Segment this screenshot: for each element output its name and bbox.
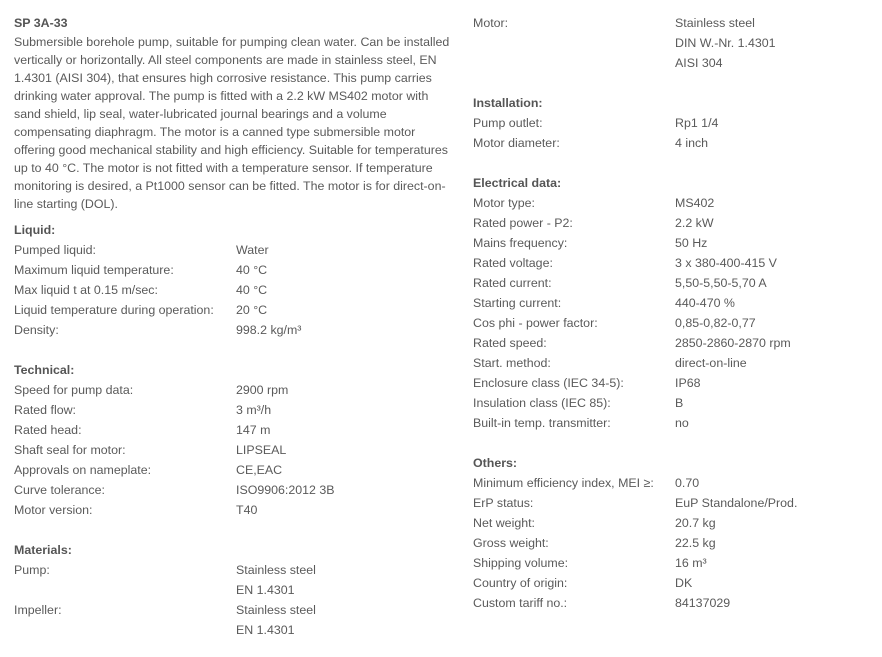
spec-label: Rated flow: (14, 403, 76, 417)
technical-heading: Technical: (14, 363, 75, 377)
spec-label: Liquid temperature during operation: (14, 303, 214, 317)
liquid-heading: Liquid: (14, 223, 56, 237)
liquid-section (14, 220, 454, 340)
spec-row (473, 333, 873, 353)
spec-row-motor-material (473, 13, 873, 73)
spec-label: Motor type: (473, 196, 535, 210)
spec-label: Density: (14, 323, 59, 337)
spec-row (473, 233, 873, 253)
spec-value: 2850-2860-2870 rpm (675, 336, 791, 350)
spec-value: 22.5 kg (675, 536, 716, 550)
spec-value: Water (236, 243, 269, 257)
spec-value: B (675, 396, 684, 410)
spec-value: 20 °C (236, 303, 268, 317)
spec-label: Minimum efficiency index, MEI ≥: (473, 476, 654, 490)
spec-row (14, 400, 454, 420)
spec-label: Rated current: (473, 276, 552, 290)
right-column (473, 13, 873, 613)
spec-row (473, 553, 873, 573)
spec-row (14, 440, 454, 460)
spec-value: T40 (236, 503, 258, 517)
spec-label: Enclosure class (IEC 34-5): (473, 376, 624, 390)
spec-label: Net weight: (473, 516, 535, 530)
spec-row (473, 493, 873, 513)
spec-label: Country of origin: (473, 576, 568, 590)
materials-section (14, 540, 454, 640)
spec-label: ErP status: (473, 496, 534, 510)
spec-label: Pump: (14, 563, 50, 577)
spec-value: EN 1.4301 (236, 583, 295, 597)
spec-row (14, 420, 454, 440)
installation-section (473, 93, 873, 153)
spec-value-group (236, 600, 316, 640)
spec-label: Motor: (473, 16, 509, 30)
spec-row (473, 393, 873, 413)
spec-row-impeller-material (14, 600, 454, 640)
spec-row (14, 480, 454, 500)
spec-row (473, 193, 873, 213)
spec-label: Cos phi - power factor: (473, 316, 598, 330)
spec-label: Rated power - P2: (473, 216, 573, 230)
spec-value: EuP Standalone/Prod. (675, 496, 798, 510)
spec-row (473, 133, 873, 153)
spec-label: Impeller: (14, 603, 62, 617)
spec-value: 4 inch (675, 136, 709, 150)
spec-label: Rated voltage: (473, 256, 553, 270)
spec-row (473, 413, 873, 433)
spec-label: Shipping volume: (473, 556, 569, 570)
others-section (473, 453, 873, 613)
spec-row (473, 313, 873, 333)
spec-value: 998.2 kg/m³ (236, 323, 302, 337)
others-heading: Others: (473, 456, 518, 470)
spec-value: DK (675, 576, 693, 590)
product-title: SP 3A-33 (14, 16, 68, 30)
spec-value: Stainless steel (236, 603, 316, 617)
spec-value: direct-on-line (675, 356, 747, 370)
spec-row (14, 300, 454, 320)
spec-value: 16 m³ (675, 556, 707, 570)
spec-value: 3 m³/h (236, 403, 272, 417)
spec-label: Pumped liquid: (14, 243, 96, 257)
spec-value-group (236, 560, 316, 600)
spec-value: IP68 (675, 376, 701, 390)
spec-row (473, 273, 873, 293)
materials-heading: Materials: (14, 543, 72, 557)
spec-value: CE,EAC (236, 463, 283, 477)
spec-label: Insulation class (IEC 85): (473, 396, 611, 410)
spec-value: 2900 rpm (236, 383, 289, 397)
spec-label: Rated head: (14, 423, 82, 437)
spec-row (14, 240, 454, 260)
spec-value: 40 °C (236, 283, 268, 297)
spec-row (473, 213, 873, 233)
spec-row (473, 573, 873, 593)
spec-value: 0,85-0,82-0,77 (675, 316, 756, 330)
spec-label: Pump outlet: (473, 116, 543, 130)
spec-row (473, 253, 873, 273)
spec-label: Gross weight: (473, 536, 549, 550)
spec-value: 84137029 (675, 596, 731, 610)
spec-label: Custom tariff no.: (473, 596, 568, 610)
spec-value: EN 1.4301 (236, 623, 295, 637)
spec-value: 147 m (236, 423, 271, 437)
spec-value: no (675, 416, 689, 430)
spec-value: 20.7 kg (675, 516, 716, 530)
spec-row (14, 460, 454, 480)
spec-value: 50 Hz (675, 236, 708, 250)
spec-value: Stainless steel (675, 16, 755, 30)
spec-value: LIPSEAL (236, 443, 287, 457)
spec-row-pump-material (14, 560, 454, 600)
spec-row (473, 513, 873, 533)
spec-value: DIN W.-Nr. 1.4301 (675, 36, 776, 50)
spec-value: 40 °C (236, 263, 268, 277)
left-column (14, 13, 454, 640)
spec-label: Starting current: (473, 296, 562, 310)
spec-label: Motor version: (14, 503, 93, 517)
spec-row (14, 500, 454, 520)
spec-row (14, 260, 454, 280)
spec-row (14, 320, 454, 340)
spec-label: Shaft seal for motor: (14, 443, 126, 457)
spec-value-group (675, 13, 776, 73)
spec-row (14, 380, 454, 400)
product-description: Submersible borehole pump, suitable for pumping clean water. Can be installed vertically or horizontally. All steel components are made in stainless steel, EN 1.4301 (AISI 304), that ensures high corrosive resistance. This pump carries drinking water approval. The pump is fitted with a 2.2 kW MS402 motor with sand shield, lip seal, water-lubricated journal bearings and a volume compensating diaphragm. The motor is a canned type submersible motor offering good mechanical stability and high efficiency. Suitable for temperatures up to 40 °C. The motor is not fitted with a temperature sensor. If temperature monitoring is desired, a Pt1000 sensor can be fitted. The motor is for direct-on-line starting (DOL). (14, 35, 450, 211)
spec-value: AISI 304 (675, 56, 723, 70)
spec-value: Stainless steel (236, 563, 316, 577)
spec-label: Motor diameter: (473, 136, 560, 150)
spec-label: Approvals on nameplate: (14, 463, 152, 477)
installation-heading: Installation: (473, 96, 543, 110)
electrical-section (473, 173, 873, 433)
spec-value: ISO9906:2012 3B (236, 483, 335, 497)
spec-label: Max liquid t at 0.15 m/sec: (14, 283, 158, 297)
spec-row (473, 533, 873, 553)
spec-label: Rated speed: (473, 336, 547, 350)
spec-value: MS402 (675, 196, 715, 210)
spec-value: Rp1 1/4 (675, 116, 719, 130)
spec-row (473, 473, 873, 493)
spec-label: Speed for pump data: (14, 383, 134, 397)
spec-value: 2.2 kW (675, 216, 714, 230)
spec-row (473, 373, 873, 393)
electrical-heading: Electrical data: (473, 176, 562, 190)
spec-row (473, 593, 873, 613)
spec-row (473, 293, 873, 313)
spec-label: Start. method: (473, 356, 551, 370)
technical-section (14, 360, 454, 520)
spec-value: 0.70 (675, 476, 700, 490)
spec-label: Curve tolerance: (14, 483, 105, 497)
spec-value: 3 x 380-400-415 V (675, 256, 777, 270)
spec-value: 440-470 % (675, 296, 735, 310)
spec-label: Built-in temp. transmitter: (473, 416, 611, 430)
spec-row (473, 353, 873, 373)
spec-label: Maximum liquid temperature: (14, 263, 174, 277)
spec-label: Mains frequency: (473, 236, 568, 250)
spec-row (14, 280, 454, 300)
spec-row (473, 113, 873, 133)
spec-value: 5,50-5,50-5,70 A (675, 276, 767, 290)
